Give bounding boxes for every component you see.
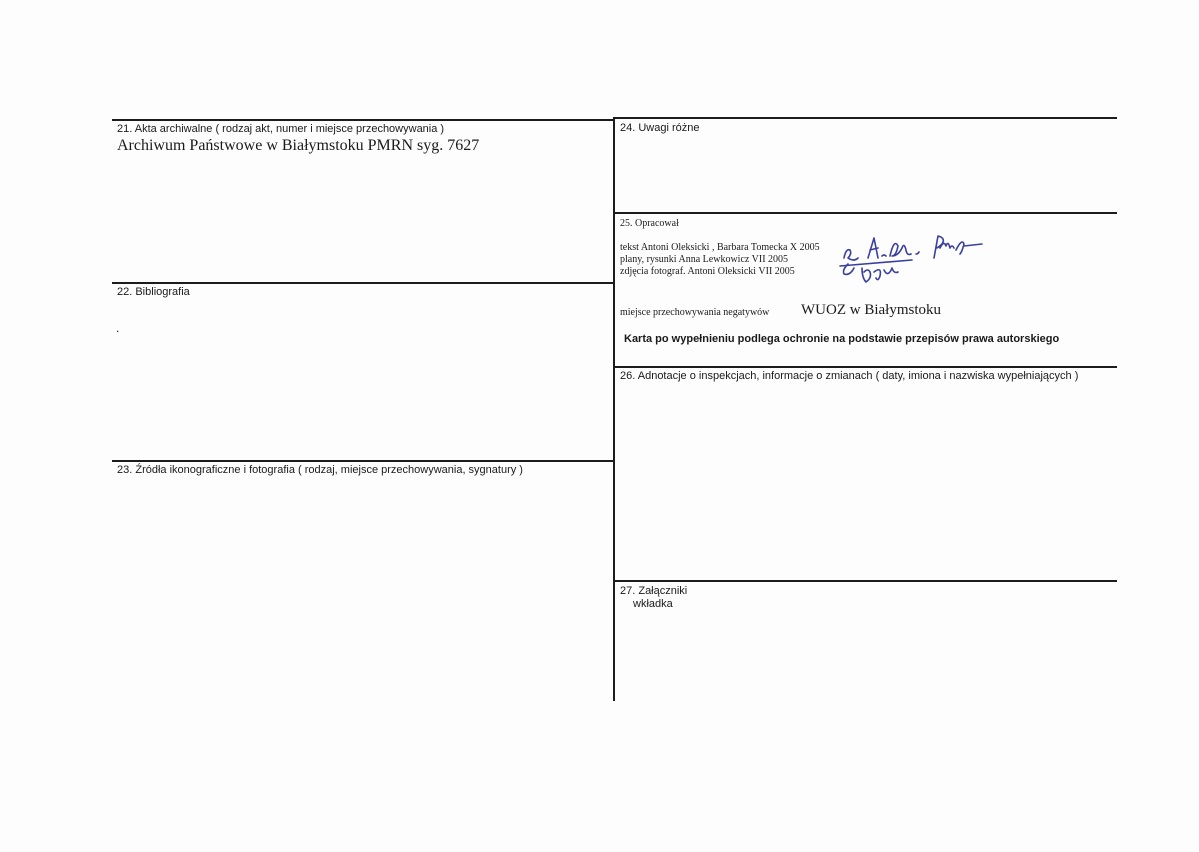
section-22-value: . (116, 321, 120, 335)
section-26-label: 26. Adnotacje o inspekcjach, informacje o zmianach ( daty, imiona i nazwiska wypełniających ) (620, 370, 1079, 382)
section-23-label: 23. Źródła ikonograficzne i fotografia ( rodzaj, miejsce przechowywania, sygnatury ) (117, 464, 523, 476)
author-line-plans: plany, rysunki Anna Lewkowicz VII 2005 (620, 254, 789, 265)
section-25-label: 25. Opracował (620, 218, 679, 229)
negatives-label: miejsce przechowywania negatywów (620, 307, 770, 318)
center-divider (613, 117, 615, 701)
section-21-value: Archiwum Państwowe w Białymstoku PMRN syg. 7627 (117, 137, 480, 154)
rule-26 (614, 366, 1117, 368)
negatives-value: WUOZ w Białymstoku (801, 302, 941, 318)
rule-25 (614, 212, 1117, 214)
rule-22 (112, 282, 614, 284)
author-line-photos: zdjęcia fotograf. Antoni Oleksicki VII 2005 (620, 266, 795, 277)
section-24-label: 24. Uwagi różne (620, 122, 700, 134)
section-21-label: 21. Akta archiwalne ( rodzaj akt, numer i miejsce przechowywania ) (117, 123, 445, 135)
top-rule-right (614, 117, 1117, 119)
copyright-notice: Karta po wypełnieniu podlega ochronie na podstawie przepisów prawa autorskiego (624, 333, 1060, 345)
top-rule-left (112, 119, 614, 121)
author-line-text: tekst Antoni Oleksicki , Barbara Tomecka X 2005 (620, 242, 820, 253)
handwritten-signature (830, 228, 1010, 298)
section-22-label: 22. Bibliografia (117, 286, 190, 298)
section-27-label: 27. Załączniki (620, 585, 688, 597)
section-27-value: wkładka (633, 598, 673, 610)
rule-23 (112, 460, 614, 462)
rule-27 (614, 580, 1117, 582)
